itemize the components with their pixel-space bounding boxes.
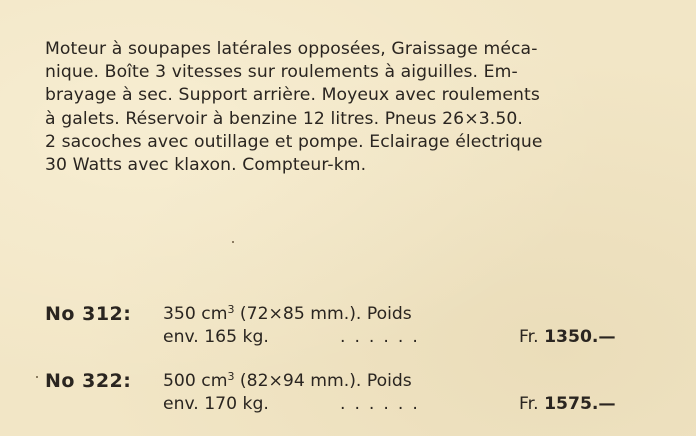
cube-superscript: 3 xyxy=(227,370,235,383)
description-line: nique. Boîte 3 vitesses sur roulements à aiguilles. Em- xyxy=(45,62,518,83)
currency: Fr. xyxy=(519,327,539,347)
price-amount: 1575.— xyxy=(544,394,616,414)
displacement: 350 cm xyxy=(163,304,228,324)
model-number xyxy=(45,303,131,326)
description-line: brayage à sec. Support arrière. Moyeux avec roulements xyxy=(45,85,540,106)
model-entry-322 xyxy=(45,370,660,416)
model-entry-312 xyxy=(45,303,660,349)
currency: Fr. xyxy=(519,394,539,414)
model-price xyxy=(519,326,616,349)
model-weight: env. 165 kg. xyxy=(163,327,269,347)
paper-speck xyxy=(36,376,38,378)
leader-dots: ...... xyxy=(340,394,427,414)
description-paragraph xyxy=(45,38,665,177)
description-line: 2 sacoches avec outillage et pompe. Eclairage électrique xyxy=(45,131,543,152)
model-row-spec xyxy=(45,303,660,326)
model-row-price xyxy=(45,393,660,416)
model-row-spec xyxy=(45,370,660,393)
description-line: à galets. Réservoir à benzine 12 litres. Pneus 26×3.50. xyxy=(45,108,523,129)
number-prefix: No xyxy=(45,370,75,392)
spec-details: (82×94 mm.). Poids xyxy=(234,371,412,391)
model-spec xyxy=(163,370,412,393)
model-spec xyxy=(163,303,412,326)
description-line: 30 Watts avec klaxon. Compteur-km. xyxy=(45,155,367,176)
model-row-price xyxy=(45,326,660,349)
description-line: Moteur à soupapes latérales opposées, Graissage méca- xyxy=(45,39,538,59)
displacement: 500 cm xyxy=(163,371,228,391)
model-number xyxy=(45,370,131,393)
number-value: 322: xyxy=(82,370,132,392)
number-prefix: No xyxy=(45,303,75,325)
spec-details: (72×85 mm.). Poids xyxy=(234,304,412,324)
number-value: 312: xyxy=(82,303,132,325)
paper-speck xyxy=(232,241,234,243)
model-weight: env. 170 kg. xyxy=(163,394,269,414)
leader-dots: ...... xyxy=(340,327,427,347)
price-amount: 1350.— xyxy=(544,327,616,347)
model-price xyxy=(519,393,616,416)
cube-superscript: 3 xyxy=(227,303,235,316)
